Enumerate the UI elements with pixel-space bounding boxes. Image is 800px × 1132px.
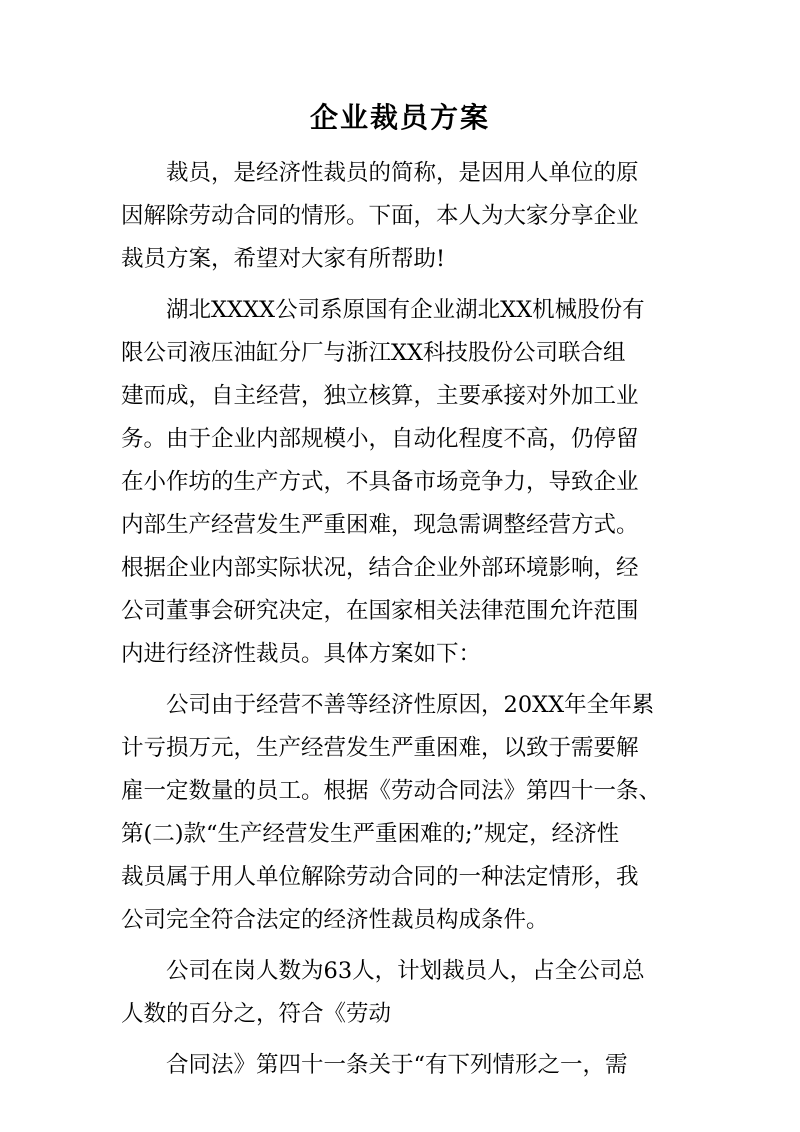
paragraph-line: 建而成，自主经营，独立核算，主要承接对外加工业 — [121, 383, 639, 409]
paragraph-line: 根据企业内部实际状况，结合企业外部环境影响，经 — [121, 555, 639, 581]
paragraph-line: 第(二)款“生产经营发生严重困难的;”规定，经济性 — [121, 821, 620, 847]
paragraph-line: 公司由于经营不善等经济性原因，20XX年全年累 — [121, 692, 655, 718]
paragraph-line: 雇一定数量的员工。根据《劳动合同法》第四十一条、 — [121, 778, 662, 804]
paragraph-line: 内部生产经营发生严重困难，现急需调整经营方式。 — [121, 512, 639, 538]
paragraph-line: 裁员属于用人单位解除劳动合同的一种法定情形，我 — [121, 864, 639, 890]
paragraph-line: 务。由于企业内部规模小，自动化程度不高，仍停留 — [121, 426, 639, 452]
document-title: 企业裁员方案 — [309, 101, 490, 134]
paragraph-line: 人数的百分之，符合《劳动 — [121, 1001, 392, 1027]
paragraph-line: 公司董事会研究决定，在国家相关法律范围允许范围 — [121, 598, 639, 624]
paragraph-line: 限公司液压油缸分厂与浙江XX科技股份公司联合组 — [121, 340, 626, 366]
paragraph-line: 裁员方案，希望对大家有所帮助! — [121, 246, 446, 272]
document-body — [121, 152, 683, 1087]
paragraph-line: 计亏损万元，生产经营发生严重困难，以致于需要解 — [121, 735, 639, 761]
paragraph-line: 内进行经济性裁员。具体方案如下： — [121, 641, 482, 667]
paragraph-line: 公司在岗人数为63人，计划裁员人，占全公司总 — [121, 958, 645, 984]
paragraph-line: 在小作坊的生产方式，不具备市场竞争力，导致企业 — [121, 469, 639, 495]
paragraph-line: 湖北XXXX公司系原国有企业湖北XX机械股份有 — [121, 297, 645, 323]
paragraph-line: 因解除劳动合同的情形。下面，本人为大家分享企业 — [121, 203, 639, 229]
paragraph-line: 公司完全符合法定的经济性裁员构成条件。 — [121, 907, 549, 933]
paragraph-line: 裁员，是经济性裁员的简称，是因用人单位的原 — [121, 160, 639, 186]
paragraph-line: 合同法》第四十一条关于“有下列情形之一，需 — [121, 1052, 628, 1078]
